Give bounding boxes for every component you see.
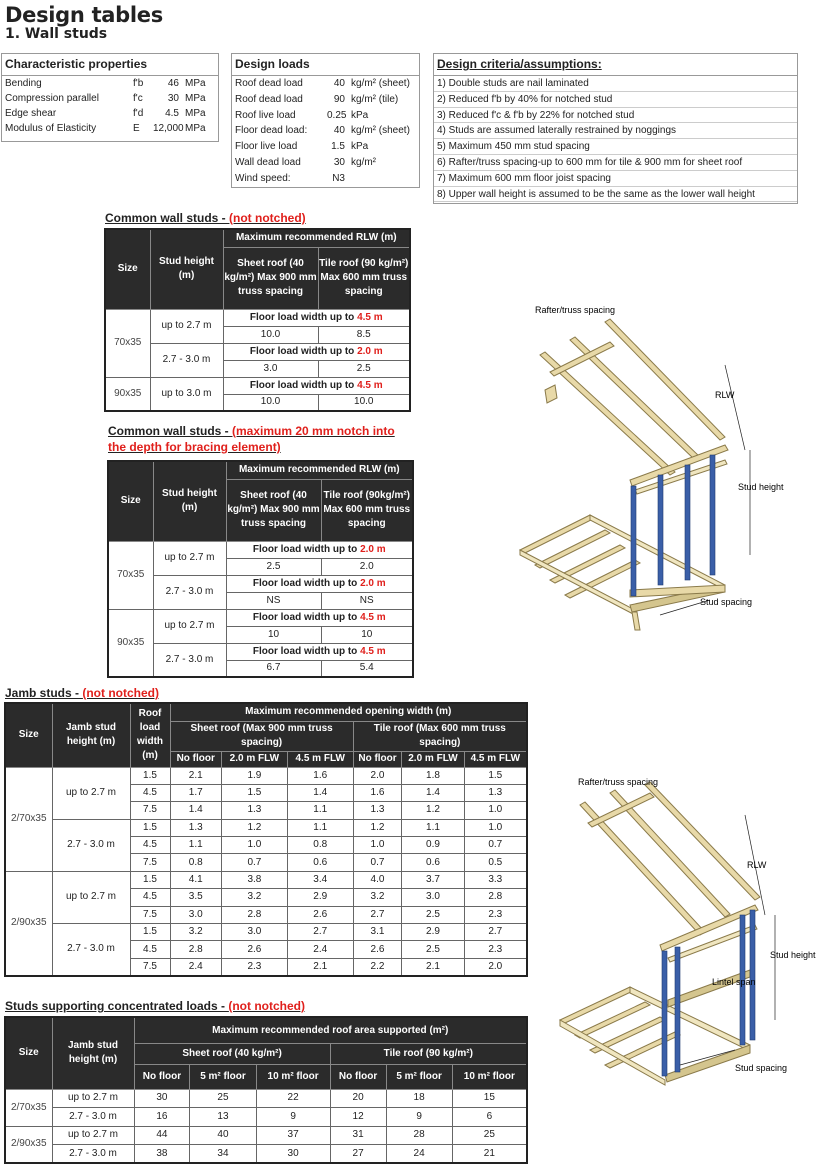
cell-opening-width: 3.2 [222, 889, 288, 906]
cell-roof-area: 38 [134, 1145, 190, 1164]
design-load-unit: kg/m² (sheet) [351, 125, 410, 137]
header-stud-height: Stud height (m) [153, 461, 226, 541]
cell-opening-width: 1.9 [222, 767, 288, 784]
cell-opening-width: 1.2 [353, 819, 402, 836]
header-sheet-roof: Sheet roof (40 kg/m²) Max 900 mm truss spacing [223, 247, 318, 309]
cell-opening-width: 2.8 [222, 906, 288, 923]
char-prop-symbol: f'b [133, 78, 144, 89]
jamb-studs-table [4, 702, 528, 977]
cell-stud-height: up to 2.7 m [153, 541, 226, 575]
floor-load-width: Floor load width up to 2.0 m [226, 575, 413, 592]
cell-stud-height: 2.7 - 3.0 m [153, 575, 226, 609]
cell-opening-width: 2.7 [464, 924, 527, 941]
header-size: Size [5, 1017, 52, 1089]
design-load-row [232, 171, 419, 187]
cell-stud-height: up to 3.0 m [150, 377, 223, 411]
cell-opening-width: 1.5 [464, 767, 527, 784]
cell-tile-value: 2.5 [318, 360, 410, 377]
design-load-value: 0.25 [327, 109, 347, 121]
cell-opening-width: 3.8 [222, 871, 288, 888]
cell-opening-width: 2.8 [464, 889, 527, 906]
criteria-item: 2) Reduced f'b by 40% for notched stud [434, 92, 797, 108]
char-props-rows [2, 76, 218, 136]
char-prop-symbol: E [133, 123, 140, 134]
cell-size: 90x35 [105, 377, 150, 411]
header-col: 10 m² floor [452, 1064, 527, 1089]
cell-opening-width: 3.0 [170, 906, 222, 923]
criteria-item: 1) Double studs are nail laminated [434, 76, 797, 92]
diagram2-rafter-label: Rafter/truss spacing [578, 777, 659, 787]
char-prop-symbol: f'c [133, 93, 143, 104]
cell-rlw: 7.5 [130, 958, 170, 975]
header-col: 10 m² floor [256, 1064, 330, 1089]
header-stud-height: Stud height (m) [150, 229, 223, 309]
char-prop-row [2, 91, 218, 106]
header-col: No floor [134, 1064, 190, 1089]
cell-opening-width: 0.7 [353, 854, 402, 871]
char-prop-row [2, 121, 218, 136]
cell-opening-width: 2.7 [353, 906, 402, 923]
char-prop-name: Modulus of Elasticity [5, 123, 97, 134]
cell-opening-width: 3.5 [170, 889, 222, 906]
cell-opening-width: 2.2 [353, 958, 402, 975]
header-tile-roof: Tile roof (90 kg/m²) [330, 1044, 527, 1065]
design-load-unit: kg/m² (sheet) [351, 78, 410, 89]
cell-opening-width: 1.6 [353, 784, 402, 801]
cell-opening-width: 2.0 [464, 958, 527, 975]
cell-sheet-value: 3.0 [223, 360, 318, 377]
diagram2-stud-height-label: Stud height [770, 950, 816, 960]
criteria-item: 5) Maximum 450 mm stud spacing [434, 139, 797, 155]
design-load-unit: kg/m² (tile) [351, 93, 399, 105]
char-prop-name: Bending [5, 78, 42, 89]
cell-roof-area: 15 [452, 1089, 527, 1108]
cell-opening-width: 3.0 [222, 924, 288, 941]
cell-roof-area: 28 [386, 1126, 452, 1145]
cell-rlw: 7.5 [130, 802, 170, 819]
cell-size: 2/70x35 [5, 1089, 52, 1126]
criteria-item: 7) Maximum 600 mm floor joist spacing [434, 171, 797, 187]
design-load-unit: kPa [351, 141, 369, 153]
cell-roof-area: 18 [386, 1089, 452, 1108]
cell-roof-area: 27 [330, 1145, 386, 1164]
cell-opening-width: 3.0 [402, 889, 464, 906]
cell-sheet-value: 6.7 [226, 660, 321, 677]
design-load-row [232, 92, 419, 108]
header-max-roof-area: Maximum recommended roof area supported (m²) [134, 1017, 527, 1044]
design-load-row [232, 108, 419, 124]
header-col: 2.0 m FLW [402, 751, 464, 767]
cell-opening-width: 1.0 [464, 802, 527, 819]
cell-opening-width: 2.6 [222, 941, 288, 958]
design-load-name: Roof live load [235, 109, 296, 121]
cell-opening-width: 1.4 [287, 784, 353, 801]
cell-sheet-value: 10.0 [223, 326, 318, 343]
cell-opening-width: 2.0 [353, 767, 402, 784]
cell-opening-width: 2.3 [464, 941, 527, 958]
header-col: No floor [330, 1064, 386, 1089]
cell-size: 70x35 [108, 541, 153, 609]
table3-title: Jamb studs - (not notched) [5, 686, 160, 700]
cell-sheet-value: 10.0 [223, 394, 318, 411]
diagram2-rlw-label: RLW [747, 860, 767, 870]
header-col: 4.5 m FLW [287, 751, 353, 767]
floor-load-width: Floor load width up to 4.5 m [223, 377, 410, 394]
cell-opening-width: 1.0 [353, 837, 402, 854]
cell-stud-height: up to 2.7 m [153, 609, 226, 643]
cell-opening-width: 0.9 [402, 837, 464, 854]
char-prop-row [2, 76, 218, 91]
cell-opening-width: 1.1 [402, 819, 464, 836]
header-col: 2.0 m FLW [222, 751, 288, 767]
char-prop-row [2, 106, 218, 121]
design-load-name: Floor live load [235, 141, 298, 153]
design-load-unit: kg/m² [351, 156, 376, 168]
cell-opening-width: 2.3 [464, 906, 527, 923]
diagram1-rlw-label: RLW [715, 390, 735, 400]
cell-rlw: 1.5 [130, 924, 170, 941]
cell-roof-area: 16 [134, 1108, 190, 1127]
cell-opening-width: 1.2 [222, 819, 288, 836]
table4-title: Studs supporting concentrated loads - (not notched) [5, 999, 306, 1013]
cell-rlw: 4.5 [130, 889, 170, 906]
cell-opening-width: 0.7 [464, 837, 527, 854]
header-max-rlw: Maximum recommended RLW (m) [223, 229, 410, 247]
criteria-item: 6) Rafter/truss spacing-up to 600 mm for tile & 900 mm for sheet roof [434, 155, 797, 171]
design-load-name: Floor dead load: [235, 125, 308, 137]
char-prop-value: 30 [167, 93, 179, 104]
header-tile-roof: Tile roof (90kg/m²) Max 600 mm truss spacing [321, 479, 413, 541]
header-roof-load-width: Roof load width (m) [130, 703, 170, 767]
cell-opening-width: 2.5 [402, 941, 464, 958]
floor-load-width: Floor load width up to 4.5 m [226, 609, 413, 626]
cell-opening-width: 2.8 [170, 941, 222, 958]
header-size: Size [108, 461, 153, 541]
cell-height: 2.7 - 3.0 m [52, 924, 130, 976]
cell-opening-width: 3.7 [402, 871, 464, 888]
design-load-value: 40 [333, 125, 345, 137]
char-prop-symbol: f'd [133, 108, 144, 119]
cell-opening-width: 4.0 [353, 871, 402, 888]
design-criteria-title: Design criteria/assumptions: [434, 54, 797, 76]
cell-roof-area: 30 [134, 1089, 190, 1108]
cell-height: up to 2.7 m [52, 871, 130, 923]
cell-rlw: 7.5 [130, 906, 170, 923]
header-jamb-height: Jamb stud height (m) [52, 703, 130, 767]
cell-height: up to 2.7 m [52, 1089, 134, 1108]
cell-rlw: 1.5 [130, 819, 170, 836]
cell-opening-width: 1.3 [353, 802, 402, 819]
design-load-value: 1.5 [331, 141, 345, 153]
header-size: Size [105, 229, 150, 309]
cell-opening-width: 1.3 [222, 802, 288, 819]
design-load-unit: kPa [351, 109, 369, 121]
criteria-item: 4) Studs are assumed laterally restrained by noggings [434, 123, 797, 139]
cell-roof-area: 20 [330, 1089, 386, 1108]
concentrated-loads-table [4, 1016, 528, 1164]
header-jamb-height: Jamb stud height (m) [52, 1017, 134, 1089]
cell-height: 2.7 - 3.0 m [52, 1108, 134, 1127]
cell-opening-width: 1.1 [170, 837, 222, 854]
cell-height: up to 2.7 m [52, 1126, 134, 1145]
cell-opening-width: 1.3 [464, 784, 527, 801]
cell-roof-area: 30 [256, 1145, 330, 1164]
design-criteria-box [433, 53, 798, 204]
diagram1-stud-spacing-label: Stud spacing [700, 597, 753, 607]
floor-load-width: Floor load width up to 4.5 m [223, 309, 410, 326]
jamb-stud-diagram [550, 775, 816, 1095]
header-max-opening: Maximum recommended opening width (m) [170, 703, 527, 721]
floor-load-width: Floor load width up to 2.0 m [226, 541, 413, 558]
char-prop-unit: MPa [185, 108, 206, 119]
cell-opening-width: 2.9 [402, 924, 464, 941]
cell-tile-value: 5.4 [321, 660, 413, 677]
design-load-value: 30 [333, 156, 345, 168]
cell-tile-value: 2.0 [321, 558, 413, 575]
cell-opening-width: 3.2 [353, 889, 402, 906]
cell-stud-height: 2.7 - 3.0 m [150, 343, 223, 377]
cell-size: 2/90x35 [5, 1126, 52, 1163]
design-load-row [232, 139, 419, 155]
cell-opening-width: 2.4 [287, 941, 353, 958]
characteristic-properties-box [1, 53, 219, 142]
char-prop-unit: MPa [185, 78, 206, 89]
cell-opening-width: 1.0 [222, 837, 288, 854]
cell-tile-value: 10.0 [318, 394, 410, 411]
cell-roof-area: 22 [256, 1089, 330, 1108]
header-tile-roof: Tile roof (90 kg/m²) Max 600 mm truss spacing [318, 247, 410, 309]
diagram1-stud-height-label: Stud height [738, 482, 784, 492]
cell-opening-width: 2.4 [170, 958, 222, 975]
cell-opening-width: 2.9 [287, 889, 353, 906]
cell-rlw: 4.5 [130, 784, 170, 801]
header-sheet-roof: Sheet roof (40 kg/m²) Max 900 mm truss spacing [226, 479, 321, 541]
design-loads-rows [232, 76, 419, 187]
cell-rlw: 7.5 [130, 854, 170, 871]
cell-opening-width: 0.6 [287, 854, 353, 871]
header-col: No floor [170, 751, 222, 767]
header-col: 4.5 m FLW [464, 751, 527, 767]
cell-height: 2.7 - 3.0 m [52, 819, 130, 871]
cell-roof-area: 44 [134, 1126, 190, 1145]
cell-sheet-value: 10 [226, 626, 321, 643]
header-sheet-roof: Sheet roof (Max 900 mm truss spacing) [170, 721, 353, 751]
criteria-item: 3) Reduced f'c & f'b by 22% for notched stud [434, 108, 797, 124]
header-col: 5 m² floor [386, 1064, 452, 1089]
cell-roof-area: 9 [386, 1108, 452, 1127]
cell-opening-width: 2.6 [353, 941, 402, 958]
cell-size: 2/90x35 [5, 871, 52, 975]
criteria-item: 8) Upper wall height is assumed to be the same as the lower wall height [434, 187, 797, 203]
header-sheet-roof: Sheet roof (40 kg/m²) [134, 1044, 330, 1065]
cell-roof-area: 12 [330, 1108, 386, 1127]
table2-title: Common wall studs - (maximum 20 mm notch into the depth for bracing element) [108, 424, 395, 454]
t1-table [104, 228, 411, 412]
char-prop-unit: MPa [185, 123, 206, 134]
cell-tile-value: 10 [321, 626, 413, 643]
cell-opening-width: 0.6 [402, 854, 464, 871]
cell-size: 90x35 [108, 609, 153, 677]
cell-opening-width: 1.1 [287, 802, 353, 819]
char-prop-value: 46 [167, 78, 179, 89]
cell-roof-area: 31 [330, 1126, 386, 1145]
cell-roof-area: 25 [190, 1089, 256, 1108]
char-prop-value: 4.5 [165, 108, 179, 119]
floor-load-width: Floor load width up to 2.0 m [223, 343, 410, 360]
cell-opening-width: 2.1 [287, 958, 353, 975]
cell-opening-width: 1.7 [170, 784, 222, 801]
page-title: Design tables [5, 3, 163, 27]
header-size: Size [5, 703, 52, 767]
cell-height: up to 2.7 m [52, 767, 130, 819]
cell-opening-width: 0.8 [287, 837, 353, 854]
cell-opening-width: 2.1 [170, 767, 222, 784]
design-load-name: Roof dead load [235, 93, 303, 105]
cell-rlw: 1.5 [130, 871, 170, 888]
cell-opening-width: 1.3 [170, 819, 222, 836]
cell-opening-width: 1.1 [287, 819, 353, 836]
cell-sheet-value: 2.5 [226, 558, 321, 575]
t2-table [107, 460, 414, 678]
header-col: 5 m² floor [190, 1064, 256, 1089]
cell-stud-height: up to 2.7 m [150, 309, 223, 343]
cell-opening-width: 3.1 [353, 924, 402, 941]
cell-roof-area: 13 [190, 1108, 256, 1127]
char-prop-name: Edge shear [5, 108, 57, 119]
cell-rlw: 4.5 [130, 941, 170, 958]
cell-height: 2.7 - 3.0 m [52, 1145, 134, 1164]
cell-roof-area: 24 [386, 1145, 452, 1164]
cell-opening-width: 3.3 [464, 871, 527, 888]
cell-opening-width: 2.6 [287, 906, 353, 923]
header-col: No floor [353, 751, 402, 767]
cell-opening-width: 2.1 [402, 958, 464, 975]
cell-size: 70x35 [105, 309, 150, 377]
cell-tile-value: NS [321, 592, 413, 609]
header-tile-roof: Tile roof (Max 600 mm truss spacing) [353, 721, 527, 751]
cell-roof-area: 25 [452, 1126, 527, 1145]
design-load-value: 90 [333, 93, 345, 105]
header-max-rlw: Maximum recommended RLW (m) [226, 461, 413, 479]
cell-roof-area: 37 [256, 1126, 330, 1145]
design-load-row [232, 155, 419, 171]
cell-opening-width: 1.6 [287, 767, 353, 784]
cell-opening-width: 2.3 [222, 958, 288, 975]
design-load-name: Wall dead load [235, 156, 301, 168]
cell-opening-width: 2.7 [287, 924, 353, 941]
cell-sheet-value: NS [226, 592, 321, 609]
design-load-value: 40 [333, 78, 345, 89]
design-loads-title: Design loads [232, 54, 419, 76]
cell-roof-area: 34 [190, 1145, 256, 1164]
cell-opening-width: 1.8 [402, 767, 464, 784]
page-subtitle: 1. Wall studs [5, 26, 108, 42]
cell-roof-area: 40 [190, 1126, 256, 1145]
cell-opening-width: 2.5 [402, 906, 464, 923]
design-load-row [232, 76, 419, 92]
table1-title: Common wall studs - (not notched) [105, 211, 306, 225]
design-load-value: N3 [332, 172, 345, 184]
cell-size: 2/70x35 [5, 767, 52, 871]
cell-opening-width: 1.0 [464, 819, 527, 836]
cell-opening-width: 1.5 [222, 784, 288, 801]
design-criteria-list [434, 76, 797, 202]
diagram2-stud-spacing-label: Stud spacing [735, 1063, 788, 1073]
diagram2-lintel-label: Lintel span [712, 977, 756, 987]
char-props-title: Characteristic properties [2, 54, 218, 76]
cell-tile-value: 8.5 [318, 326, 410, 343]
cell-opening-width: 0.7 [222, 854, 288, 871]
cell-roof-area: 21 [452, 1145, 527, 1164]
cell-opening-width: 1.4 [170, 802, 222, 819]
design-loads-box [231, 53, 420, 188]
cell-opening-width: 0.8 [170, 854, 222, 871]
cell-opening-width: 1.2 [402, 802, 464, 819]
cell-opening-width: 3.2 [170, 924, 222, 941]
design-load-name: Wind speed: [235, 172, 291, 184]
char-prop-value: 12,000 [153, 123, 184, 134]
cell-opening-width: 4.1 [170, 871, 222, 888]
cell-rlw: 1.5 [130, 767, 170, 784]
diagram1-rafter-label: Rafter/truss spacing [535, 305, 616, 315]
char-prop-unit: MPa [185, 93, 206, 104]
floor-load-width: Floor load width up to 4.5 m [226, 643, 413, 660]
cell-opening-width: 1.4 [402, 784, 464, 801]
cell-opening-width: 0.5 [464, 854, 527, 871]
cell-roof-area: 9 [256, 1108, 330, 1127]
design-load-row [232, 123, 419, 139]
char-prop-name: Compression parallel [5, 93, 99, 104]
cell-rlw: 4.5 [130, 837, 170, 854]
cell-opening-width: 3.4 [287, 871, 353, 888]
wall-stud-diagram [510, 300, 800, 640]
design-load-name: Roof dead load [235, 78, 303, 89]
cell-roof-area: 6 [452, 1108, 527, 1127]
cell-stud-height: 2.7 - 3.0 m [153, 643, 226, 677]
